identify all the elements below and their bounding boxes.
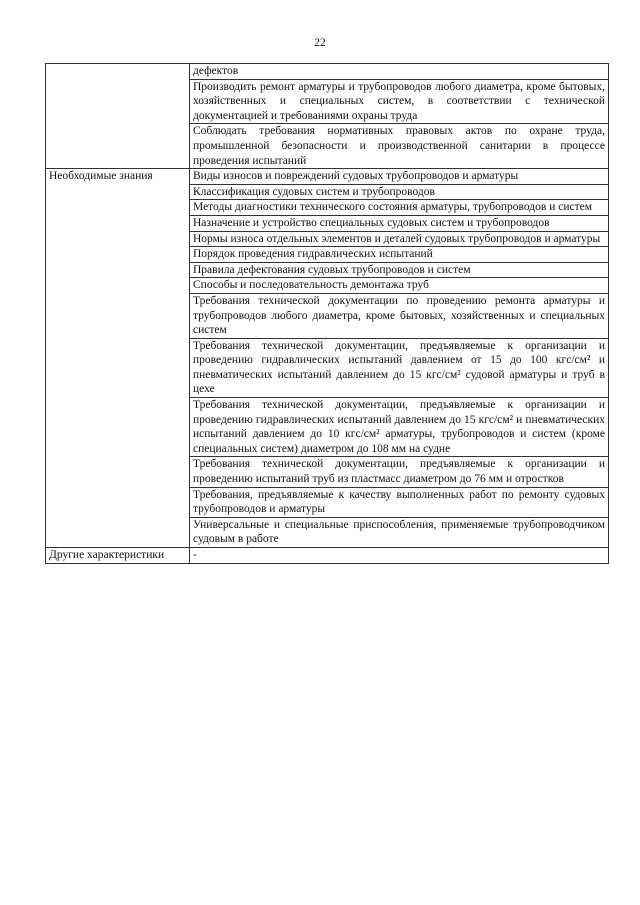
table-cell (190, 457, 609, 487)
table-cell (190, 79, 609, 124)
table-row (46, 64, 609, 80)
table-row (46, 548, 609, 564)
cell-text: Методы диагностики технического состояния арматуры, трубопроводов и систем (193, 201, 593, 214)
table-cell (190, 184, 609, 200)
cell-text: Порядок проведения гидравлических испытаний (193, 248, 433, 261)
cell-text: Виды износов и повреждений судовых трубопроводов и арматуры (193, 170, 519, 183)
table-cell (190, 124, 609, 169)
cell-text: Нормы износа отдельных элементов и деталей судовых трубопроводов и арматуры (193, 232, 601, 245)
cell-text: Способы и последовательность демонтажа труб (193, 279, 429, 292)
table-cell (190, 338, 609, 397)
row-label (46, 64, 190, 169)
cell-text: - (193, 549, 197, 561)
table-cell (190, 215, 609, 231)
row-label: Другие характеристики (46, 548, 190, 564)
cell-text: Требования технической документации, предъявляемые к организации и проведению испытаний труб из пластмасс диаметром до 76 мм и отростков (193, 458, 605, 486)
cell-text: Требования технической документации по проведению ремонта арматуры и трубопроводов любого диаметра, кроме бытовых, хозяйственных и специальных систем (193, 294, 605, 337)
cell-text: Универсальные и специальные приспособления, применяемые трубопроводчиком судовым в работе (193, 518, 605, 546)
table-cell (190, 262, 609, 278)
table-row (46, 169, 609, 185)
table-cell (190, 231, 609, 247)
cell-text: Требования технической документации, предъявляемые к организации и проведению гидравлических испытаний давлением до 15 кгс/см² и пневматических испытаний давлением до 10 кгс/см² арматуры, трубопроводов и систем (кроме специальных систем) диаметром до 108 мм на судне (193, 399, 605, 455)
table-cell (190, 487, 609, 517)
cell-text: Назначение и устройство специальных судовых систем и трубопроводов (193, 216, 550, 229)
table-cell (190, 293, 609, 338)
cell-text: Требования технической документации, предъявляемые к организации и проведению гидравлических испытаний давлением от 15 до 100 кгс/см² и пневматических испытаний давлением до 15 кгс/см² судовой арматуры и труб в цехе (193, 339, 605, 396)
table-cell (190, 169, 609, 185)
requirements-table (45, 63, 609, 564)
page-number: 22 (314, 37, 326, 49)
row-label: Необходимые знания (46, 169, 190, 548)
cell-text: Соблюдать требования нормативных правовых актов по охране труда, промышленной безопасности и производственной санитарии в процессе проведения испытаний (193, 125, 605, 167)
cell-text: Правила дефектования судовых трубопроводов и систем (193, 263, 471, 276)
cell-text: дефектов (193, 65, 239, 77)
cell-text: Производить ремонт арматуры и трубопроводов любого диаметра, кроме бытовых, хозяйственных и специальных систем, в соответствии с технической документацией и требованиями охраны труда (193, 80, 605, 122)
table-cell (190, 200, 609, 216)
table-cell (190, 398, 609, 457)
table-cell (190, 517, 609, 547)
cell-text: Требования, предъявляемые к качеству выполненных работ по ремонту судовых трубопроводов и арматуры (193, 488, 605, 516)
table-cell (190, 278, 609, 294)
table-cell (190, 548, 609, 564)
table-cell (190, 64, 609, 80)
table-cell (190, 247, 609, 263)
cell-text: Классификация судовых систем и трубопроводов (193, 185, 435, 198)
